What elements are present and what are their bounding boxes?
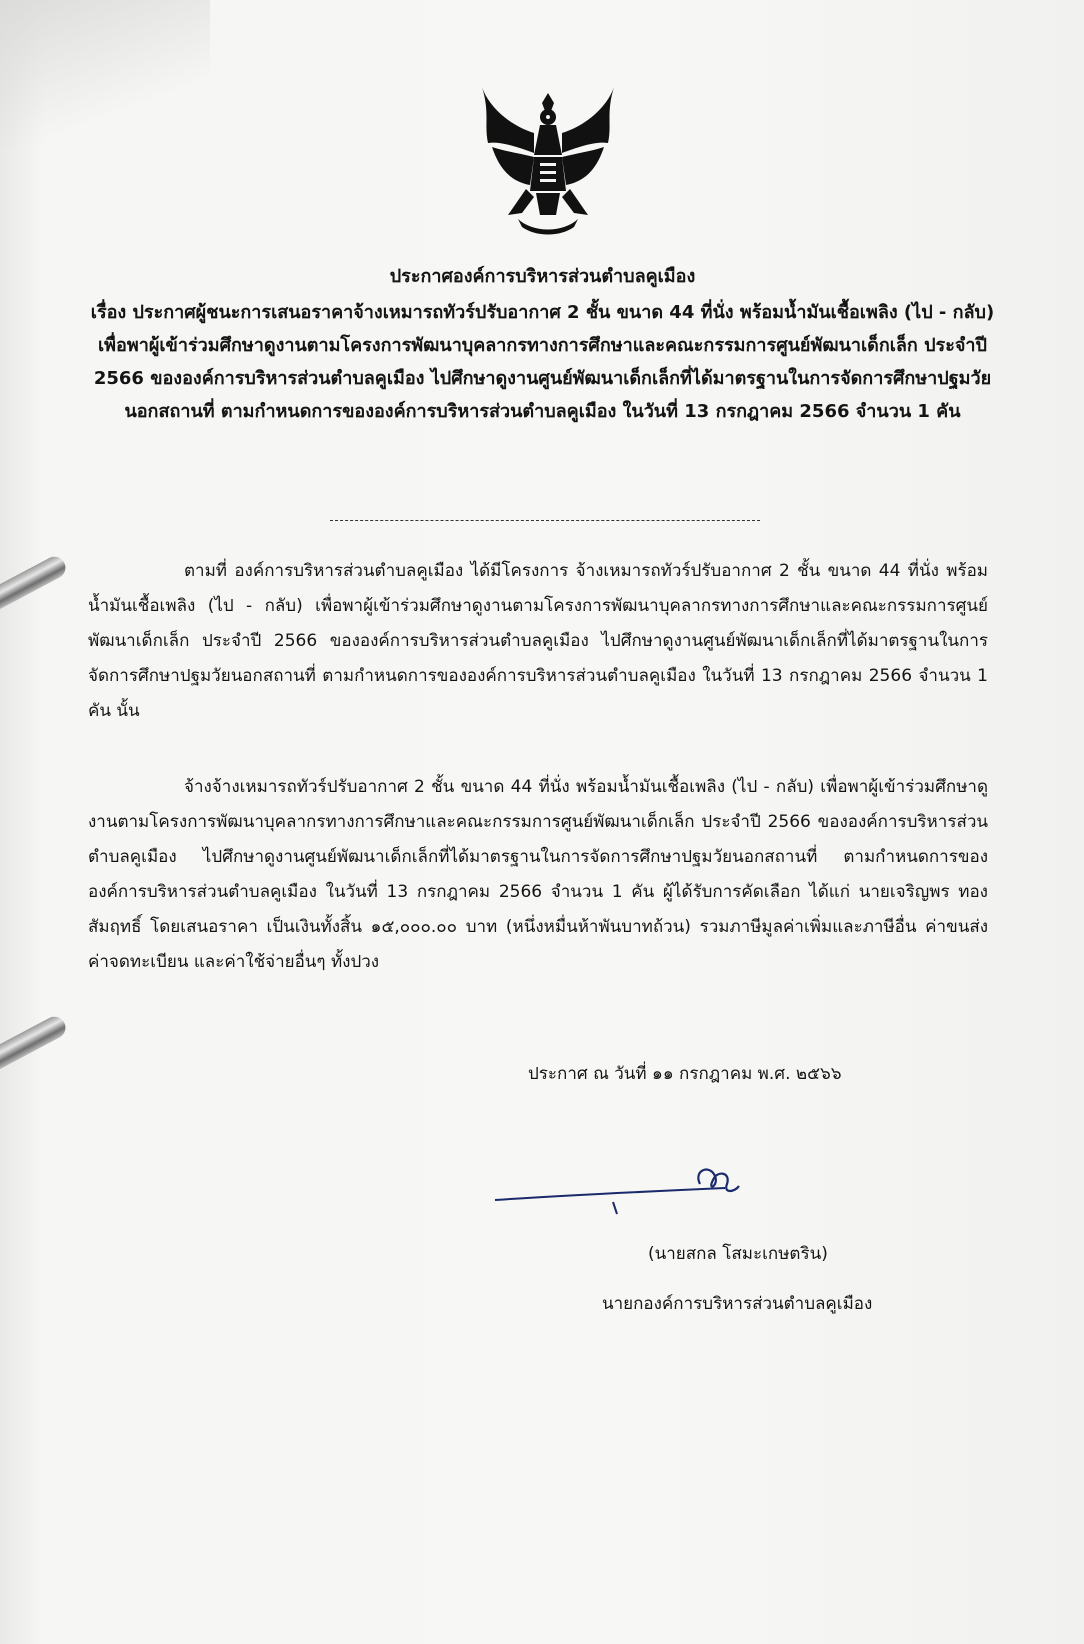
binder-ring [0,1013,69,1079]
announcement-date: ประกาศ ณ วันที่ ๑๑ กรกฎาคม พ.ศ. ๒๕๖๖ [528,1064,842,1084]
signer-position: นายกองค์การบริหารส่วนตำบลคูเมือง [602,1294,873,1314]
garuda-emblem-icon [478,85,618,245]
paper-corner-shadow [0,0,210,150]
body-paragraph-1: ตามที่ องค์การบริหารส่วนตำบลคูเมือง ได้มีโครงการ จ้างเหมารถทัวร์ปรับอากาศ 2 ชั้น ขนาด 44 ที่นั่ง พร้อมน้ำมันเชื้อเพลิง (ไป - กลับ) เพื่อพาผู้เข้าร่วมศึกษาดูงานตามโครงการพัฒนาบุคลากรทางการศึกษาและคณะกรรมการศูนย์พัฒนาเด็กเล็ก ประจำปี 2566 ขององค์การบริหารส่วนตำบลคูเมือง ไปศึกษาดูงานศูนย์พัฒนาเด็กเล็กที่ได้มาตรฐานในการจัดการศึกษาปฐมวัยนอกสถานที่ ตามกำหนดการขององค์การบริหารส่วนตำบลคูเมือง ในวันที่ 13 กรกฎาคม 2566 จำนวน 1 คัน นั้น [88,561,988,721]
document-subject: เรื่อง ประกาศผู้ชนะการเสนอราคาจ้างเหมารถทัวร์ปรับอากาศ 2 ชั้น ขนาด 44 ที่นั่ง พร้อมน้ำมันเชื้อเพลิง (ไป - กลับ) เพื่อพาผู้เข้าร่วมศึกษาดูงานตามโครงการพัฒนาบุคลากรทางการศึกษาและคณะกรรมการศูนย์พัฒนาเด็กเล็ก ประจำปี 2566 ขององค์การบริหารส่วนตำบลคูเมือง ไปศึกษาดูงานศูนย์พัฒนาเด็กเล็กที่ได้มาตรฐานในการจัดการศึกษาปฐมวัยนอกสถานที่ ตามกำหนดการขององค์การบริหารส่วนตำบลคูเมือง ในวันที่ 13 กรกฎาคม 2566 จำนวน 1 คัน [90,302,995,422]
signer-name: (นายสกล โสมะเกษตริน) [648,1244,828,1264]
body-paragraph-2: จ้างจ้างเหมารถทัวร์ปรับอากาศ 2 ชั้น ขนาด 44 ที่นั่ง พร้อมน้ำมันเชื้อเพลิง (ไป - กลับ) เพื่อพาผู้เข้าร่วมศึกษาดูงานตามโครงการพัฒนาบุคลากรทางการศึกษาและคณะกรรมการศูนย์พัฒนาเด็กเล็ก ประจำปี 2566 ขององค์การบริหารส่วนตำบลคูเมือง ไปศึกษาดูงานศูนย์พัฒนาเด็กเล็กที่ได้มาตรฐานในการจัดการศึกษาปฐมวัยนอกสถานที่ ตามกำหนดการขององค์การบริหารส่วนตำบลคูเมือง ในวันที่ 13 กรกฎาคม 2566 จำนวน 1 คัน ผู้ได้รับการคัดเลือก ได้แก่ นายเจริญพร ทองสัมฤทธิ์ โดยเสนอราคา เป็นเงินทั้งสิ้น ๑๕,๐๐๐.๐๐ บาท (หนึ่งหมื่นห้าพันบาทถ้วน) รวมภาษีมูลค่าเพิ่มและภาษีอื่น ค่าขนส่ง ค่าจดทะเบียน และค่าใช้จ่ายอื่นๆ ทั้งปวง [88,777,988,972]
binder-ring [0,553,69,619]
dashed-divider [330,520,760,521]
handwritten-signature [495,1162,795,1232]
document-heading: ประกาศองค์การบริหารส่วนตำบลคูเมือง [389,266,696,287]
